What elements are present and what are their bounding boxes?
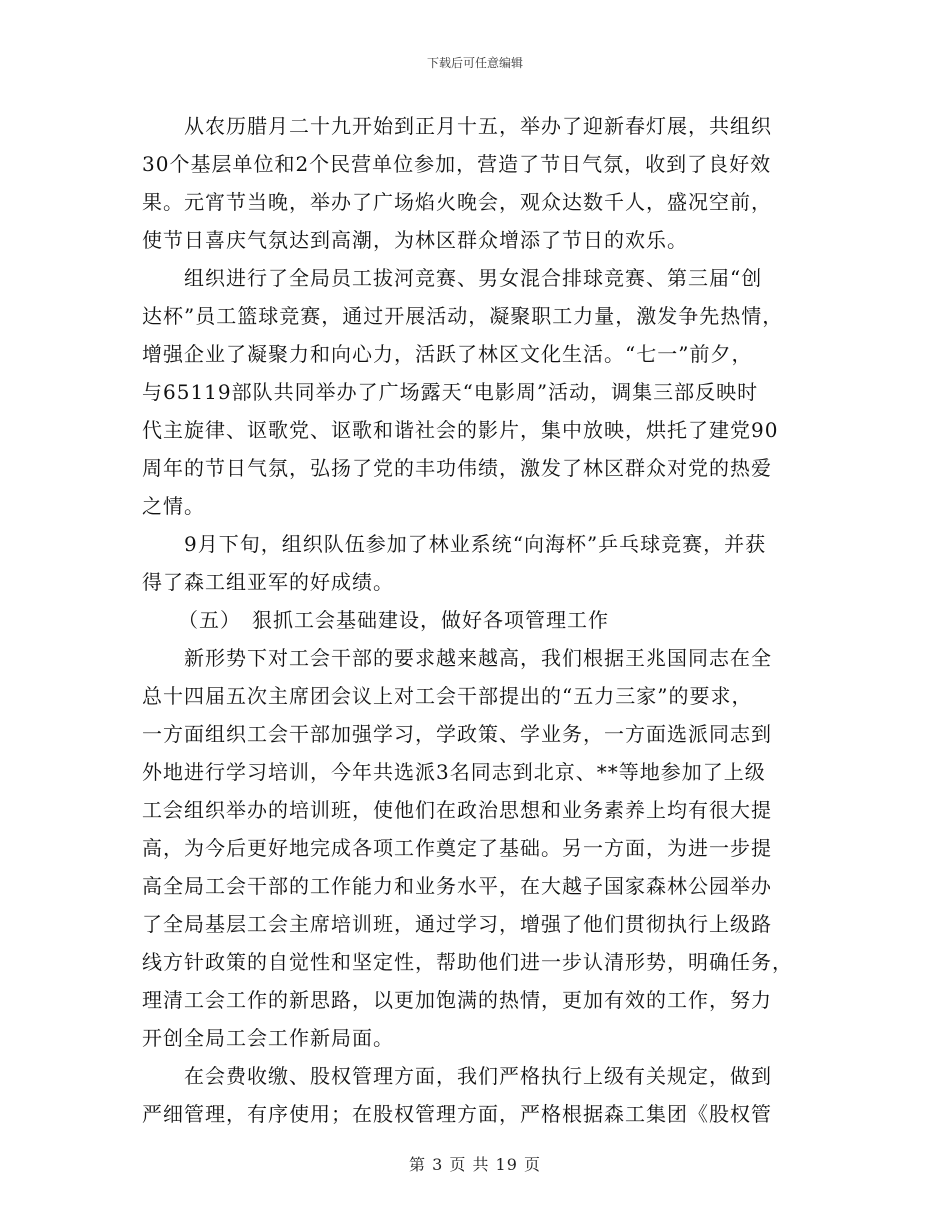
- paragraph-line: 总十四届五次主席团会议上对工会干部提出的“五力三家”的要求，: [142, 684, 753, 708]
- paragraph-line: 严细管理，有序使用；在股权管理方面，严格根据森工集团《股权管: [142, 1102, 772, 1126]
- paragraph-line: 高，为今后更好地完成各项工作奠定了基础。另一方面，为进一步提: [142, 836, 772, 860]
- paragraph-line: 高全局工会干部的工作能力和业务水平，在大越子国家森林公园举办: [142, 874, 772, 898]
- paragraph-line: 代主旋律、讴歌党、讴歌和谐社会的影片，集中放映，烘托了建党90: [142, 418, 779, 442]
- paragraph-line: 新形势下对工会干部的要求越来越高，我们根据王兆国同志在全: [184, 646, 772, 670]
- paragraph-line: 在会费收缴、股权管理方面，我们严格执行上级有关规定，做到: [184, 1064, 772, 1088]
- paragraph-line: 30个基层单位和2个民营单位参加，营造了节日气氛，收到了良好效: [142, 152, 772, 176]
- paragraph-line: 从农历腊月二十九开始到正月十五，举办了迎新春灯展，共组织: [184, 114, 772, 138]
- paragraph-line: 开创全局工会工作新局面。: [142, 1026, 394, 1050]
- paragraph-line: 周年的节日气氛，弘扬了党的丰功伟绩，激发了林区群众对党的热爱: [142, 456, 772, 480]
- paragraph-line: 一方面组织工会干部加强学习，学政策、学业务，一方面选派同志到: [142, 722, 772, 746]
- paragraph-line: 增强企业了凝聚力和向心力，活跃了林区文化生活。“七一”前夕，: [142, 342, 753, 366]
- paragraph-line: 果。元宵节当晚，举办了广场焰火晚会，观众达数千人，盛况空前，: [142, 190, 772, 214]
- paragraph-line: 得了森工组亚军的好成绩。: [142, 570, 394, 594]
- paragraph-line: 9月下旬，组织队伍参加了林业系统“向海杯”乒乓球竞赛，并获: [184, 532, 767, 556]
- paragraph-line: 工会组织举办的培训班，使他们在政治思想和业务素养上均有很大提: [142, 798, 772, 822]
- paragraph-line: 达杯”员工篮球竞赛，通过开展活动，凝聚职工力量，激发争先热情，: [142, 304, 784, 328]
- paragraph-line: 了全局基层工会主席培训班，通过学习，增强了他们贯彻执行上级路: [142, 912, 772, 936]
- paragraph-line: 线方针政策的自觉性和坚定性，帮助他们进一步认清形势，明确任务，: [142, 950, 793, 974]
- paragraph-line: 之情。: [142, 494, 205, 518]
- section-heading: （五） 狠抓工会基础建设，做好各项管理工作: [178, 608, 609, 632]
- page-number-footer: 第 3 页 共 19 页: [409, 1155, 541, 1174]
- paragraph-line: 外地进行学习培训，今年共选派3名同志到北京、**等地参加了上级: [142, 760, 766, 784]
- paragraph-line: 使节日喜庆气氛达到高潮，为林区群众增添了节日的欢乐。: [142, 228, 688, 252]
- paragraph-line: 理清工会工作的新思路，以更加饱满的热情，更加有效的工作，努力: [142, 988, 772, 1012]
- paragraph-line: 与65119部队共同举办了广场露天“电影周”活动，调集三部反映时: [142, 380, 759, 404]
- page-header: 下载后可任意编辑: [426, 56, 523, 70]
- document-body: [142, 107, 807, 1133]
- paragraph-line: 组织进行了全局员工拔河竞赛、男女混合排球竞赛、第三届“创: [184, 266, 763, 290]
